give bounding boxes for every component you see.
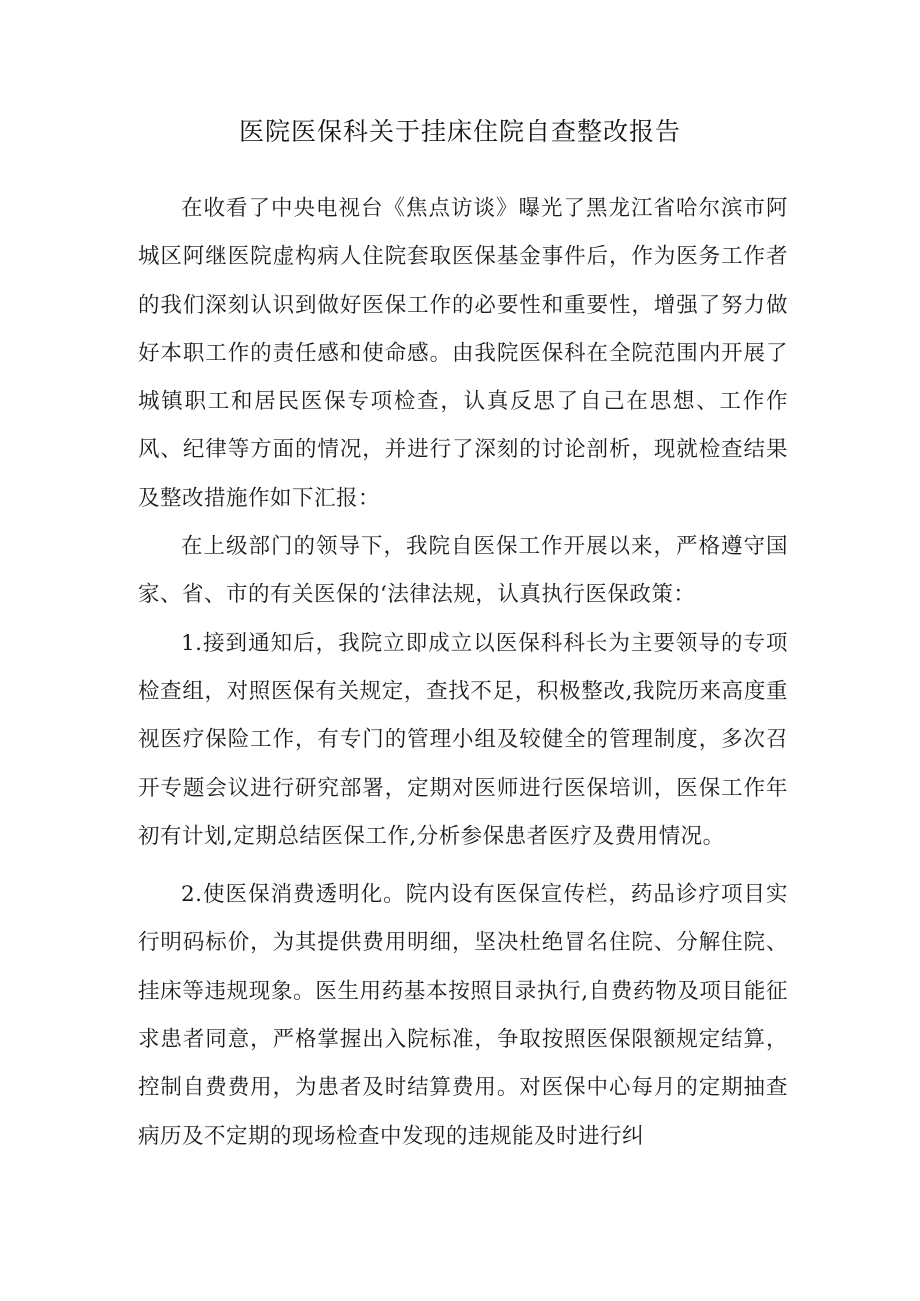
paragraph-intro: 在收看了中央电视台《焦点访谈》曝光了黑龙江省哈尔滨市阿城区阿继医院虚构病人住院套取医保基金事件后，作为医务工作者的我们深刻认识到做好医保工作的必要性和重要性，增强了努力做好本职工作的责任感和使命感。由我院医保科在全院范围内开展了城镇职工和居民医保专项检查，认真反思了自己在思想、工作作风、纪律等方面的情况，并进行了深刻的讨论剖析，现就检查结果及整改措施作如下汇报： <box>138 196 788 511</box>
document-title: 医院医保科关于挂床住院自查整改报告 <box>238 117 681 146</box>
document-body <box>138 185 788 1161</box>
paragraph-item-1: 1.接到通知后，我院立即成立以医保科科长为主要领导的专项检查组，对照医保有关规定，查找不足，积极整改,我院历来高度重视医疗保险工作，有专门的管理小组及较健全的管理制度，多次召开专题会议进行研究部署，定期对医师进行医保培训，医保工作年初有计划,定期总结医保工作,分析参保患者医疗及费用情况。 <box>138 630 788 849</box>
paragraph-compliance: 在上级部门的领导下，我院自医保工作开展以来，严格遵守国家、省、市的有关医保的‘法律法规，认真执行医保政策： <box>138 534 788 608</box>
paragraph-item-2: 2.使医保消费透明化。院内设有医保宣传栏，药品诊疗项目实行明码标价，为其提供费用明细，坚决杜绝冒名住院、分解住院、挂床等违规现象。医生用药基本按照目录执行,自费药物及项目能征求患者同意，严格掌握出入院标准，争取按照医保限额规定结算，控制自费费用，为患者及时结算费用。对医保中心每月的定期抽查病历及不定期的现场检查中发现的违规能及时进行纠 <box>138 882 788 1149</box>
